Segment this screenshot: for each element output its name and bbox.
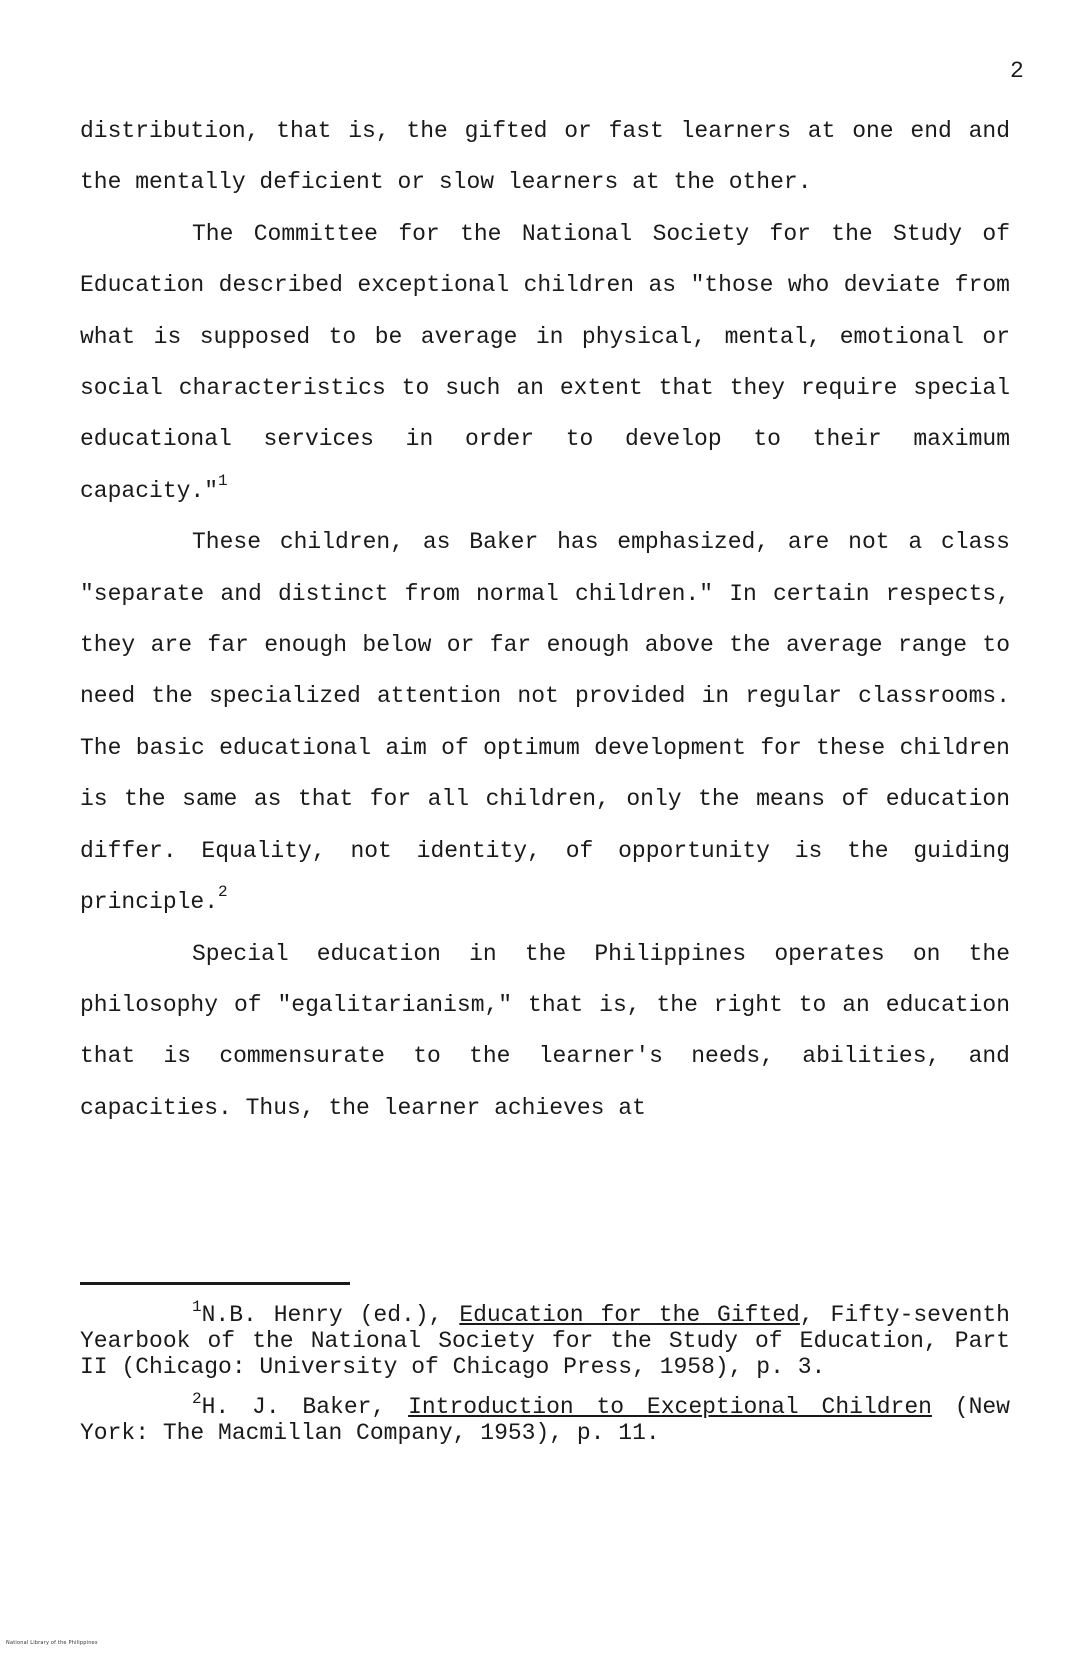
footnote-book-title: Education for the Gifted: [459, 1302, 800, 1328]
footnote-reference-2: 2: [218, 883, 228, 902]
paragraph-text: These children, as Baker has emphasized, are not a class "separate and distinct from normal children." In certain respects, they are far enough below or far enough above the average range to need the specialized attention not provided in regular classrooms. The basic educational aim of optimum development for these children is the same as that for all children, only the means of education differ. Equality, not identity, of opportunity is the guiding principle.: [80, 529, 1010, 916]
paragraph-baker-emphasis: [80, 517, 1010, 928]
paragraph-committee-definition: [80, 209, 1010, 517]
footnote-text: , Fifty-seventh Yearbook of the National Society for the Study of Education, Part II (Chicago: University of Chicago Press, 1958), p. 3.: [80, 1302, 1010, 1380]
footnote-mark: 2: [192, 1390, 202, 1408]
footnote-2: [80, 1390, 1010, 1446]
footnote-1: [80, 1298, 1010, 1380]
page-number: 2: [1010, 58, 1024, 84]
footnote-book-title: Introduction to Exceptional Children: [408, 1394, 932, 1420]
paragraph-continuation: [80, 106, 1010, 209]
footnote-reference-1: 1: [218, 471, 228, 490]
footnote-divider: [80, 1282, 350, 1285]
paragraph-egalitarianism: [80, 929, 1010, 1135]
footnote-mark: 1: [192, 1298, 202, 1316]
paragraph-text: The Committee for the National Society for the Study of Education described exceptional children as "those who deviate from what is supposed to be average in physical, mental, emotional or social characteristics to such an extent that they require special educational services in order to develop to their maximum capacity.": [80, 220, 1010, 504]
footnotes: [80, 1298, 1010, 1460]
footnote-text: N.B. Henry (ed.),: [201, 1302, 460, 1328]
archive-stamp: National Library of the Philippines: [6, 1640, 98, 1646]
paragraph-text: Special education in the Philippines operates on the philosophy of "egalitarianism," that is, the right to an education that is commensurate to the learner's needs, abilities, and capacities. Thus, the learner achieves at: [80, 940, 1010, 1121]
footnote-text: (New York: The Macmillan Company, 1953), p. 11.: [80, 1394, 1010, 1446]
footnote-text: H. J. Baker,: [201, 1394, 409, 1420]
body-text: [80, 106, 1010, 1134]
paragraph-text: distribution, that is, the gifted or fast learners at one end and the mentally deficient or slow learners at the other.: [80, 118, 1010, 196]
